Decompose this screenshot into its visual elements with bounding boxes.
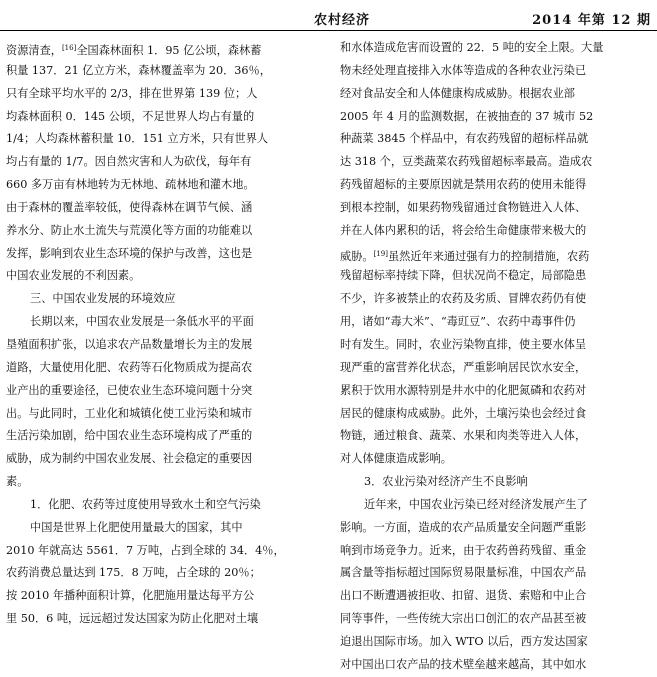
text-line [340, 608, 646, 631]
issue-number: 2014 年第 12 期 [532, 13, 651, 28]
line-text: 威胁，成为制约中国农业发展、社会稳定的重要因 [6, 452, 253, 466]
text-line [6, 448, 310, 471]
text-line [340, 197, 646, 220]
line-text: 残留超标率持续下降，但状况尚不稳定，局部隐患 [340, 269, 587, 283]
text-line [6, 517, 310, 540]
text-line [340, 265, 646, 288]
text-line [6, 60, 310, 83]
line-text: 里 50．6 吨，远远超过发达国家为防止化肥对土壤 [6, 612, 259, 626]
text-line [340, 425, 646, 448]
line-text: 积量 137．21 亿立方米，森林覆盖率为 20．36％， [6, 63, 271, 77]
line-text: 养水分、防止水土流失与荒漠化等方面的功能难以 [6, 223, 253, 237]
text-line [340, 311, 646, 334]
line-text: 物未经处理直接排入水体等造成的各种农业污染已 [340, 63, 587, 77]
line-text: 道路，大量使用化肥、农药等石化物质成为提高农 [6, 360, 253, 374]
line-text: 长期以来，中国农业发展是一条低水平的平面 [30, 315, 254, 329]
line-text: 农药消费总量达到 175．8 万吨，占全球的 20％； [6, 566, 261, 580]
line-text: 影响。一方面，造成的农产品质量安全问题严重影 [340, 520, 587, 534]
text-line [340, 334, 646, 357]
text-line [6, 83, 310, 106]
text-line [340, 540, 646, 563]
line-text: 同等事件，一些传统大宗出口创汇的农产品甚至被 [340, 612, 587, 626]
text-line [340, 380, 646, 403]
line-text-cont: 虽然近年来通过强有力的控制措施，农药 [387, 249, 590, 263]
text-line [340, 243, 646, 266]
line-text: 垦殖面积扩张，以追求农产品数量增长为主的发展 [6, 337, 253, 351]
text-line [6, 540, 310, 563]
line-text: 居民的健康构成威胁。此外，土壤污染也会经过食 [340, 406, 587, 420]
text-line [6, 265, 310, 288]
line-text: 对中国出口农产品的技术壁垒越来越高，其中如水 [340, 657, 587, 671]
text-line [6, 243, 310, 266]
line-text: 响到市场竞争力。近来，由于农药兽药残留、重金 [340, 543, 587, 557]
line-text: 近年来，中国农业污染已经对经济发展产生了 [364, 497, 588, 511]
text-line [6, 380, 310, 403]
line-text: 中国农业发展的不利因素。 [6, 269, 141, 283]
line-text: 出口不断遭遇被拒收、扣留、退货、索赔和中止合 [340, 589, 587, 603]
line-text: 累积于饮用水源特别是井水中的化肥氮磷和农药对 [340, 383, 587, 397]
text-line [6, 106, 310, 129]
text-line [340, 357, 646, 380]
text-line [6, 403, 310, 426]
text-line [340, 403, 646, 426]
page-header [0, 0, 657, 31]
line-text: 资源清查， [6, 44, 62, 57]
line-text: 业产出的重要途径，已使农业生态环境问题十分突 [6, 383, 253, 397]
text-line [6, 585, 310, 608]
line-text: 属含量等指标超过国际贸易限量标准，中国农产品 [340, 566, 587, 580]
line-text: 发挥，影响到农业生态环境的保护与改善，这也是 [6, 246, 253, 260]
line-text: 均占有量的 1/7。因自然灾害和人为砍伐，每年有 [6, 155, 252, 169]
line-text: 并在人体内累积的话，将会给生命健康带来极大的 [340, 223, 587, 237]
line-text: 对人体健康造成影响。 [340, 452, 452, 466]
text-line [340, 562, 646, 585]
line-text: 按 2010 年播种面积计算，化肥施用量达每平方公 [6, 589, 255, 603]
line-text: 经对食品安全和人体健康构成威胁。根据农业部 [340, 86, 575, 100]
line-text: 种蔬菜 3845 个样品中，有农药残留的超标样品就 [340, 132, 589, 146]
text-line [340, 517, 646, 540]
line-text: 生活污染加剧，给中国农业生态环境构成了严重的 [6, 429, 253, 443]
text-line [340, 585, 646, 608]
line-text: 和水体造成危害而设置的 22．5 吨的安全上限。大量 [340, 41, 604, 54]
right-column [340, 37, 646, 677]
text-line [6, 334, 310, 357]
citation-ref: [19] [373, 249, 388, 258]
line-text: 达 318 个，豆类蔬菜农药残留超标率最高。造成农 [340, 155, 593, 169]
subsection-heading [340, 471, 646, 494]
line-text: 1．化肥、农药等过度使用导致水土和空气污染 [30, 497, 261, 511]
line-text: 均森林面积 0．145 公顷，不足世界人均占有量的 [6, 109, 255, 123]
text-line [340, 654, 646, 677]
text-line [6, 311, 310, 334]
text-line [340, 220, 646, 243]
line-text: 药残留超标的主要原因就是禁用农药的使用未能得 [340, 178, 587, 192]
line-text: 中国是世界上化肥使用量最大的国家，其中 [30, 520, 243, 534]
line-text: 660 多万亩有林地转为无林地、疏林地和灌木地。 [6, 178, 255, 192]
text-line [6, 128, 310, 151]
citation-ref: [16] [61, 44, 77, 52]
line-text: 三、中国农业发展的环境效应 [30, 292, 176, 306]
line-text: 素。 [6, 475, 29, 489]
text-line [340, 448, 646, 471]
line-text: 迫退出国际市场。加入 WTO 以后，西方发达国家 [340, 634, 588, 648]
text-line [340, 83, 646, 106]
text-line [340, 631, 646, 654]
text-line [6, 608, 310, 631]
text-line [340, 494, 646, 517]
line-text: 威胁。 [340, 249, 374, 263]
text-line [340, 174, 646, 197]
text-line [6, 174, 310, 197]
text-line [340, 128, 646, 151]
text-line [6, 425, 310, 448]
line-text: 1/4；人均森林蓄积量 10．151 立方米，只有世界人 [6, 132, 269, 146]
text-line [340, 288, 646, 311]
subsection-heading [6, 494, 310, 517]
text-line [6, 562, 310, 585]
line-text: 不少，许多被禁止的农药及劣质、冒牌农药仍有使 [340, 292, 587, 306]
line-text: 只有全球平均水平的 2/3，排在世界第 139 位；人 [6, 86, 258, 100]
line-text: 物链，通过粮食、蔬菜、水果和肉类等进入人体， [340, 429, 587, 443]
text-line [6, 37, 310, 60]
text-line [6, 357, 310, 380]
line-text-cont: 全国森林面积 1．95 亿公顷，森林蓄 [76, 44, 262, 57]
line-text: 现严重的富营养化状态，严重影响居民饮水安全， [340, 360, 587, 374]
text-line [340, 37, 646, 60]
line-text: 用，诸如“毒大米”、“毒豇豆”、农药中毒事件仍 [340, 315, 576, 329]
line-text: 由于森林的覆盖率较低，使得森林在调节气候、涵 [6, 200, 253, 214]
line-text: 2005 年 4 月的监测数据，在被抽查的 37 城市 52 [340, 109, 594, 123]
line-text: 到根本控制，如果药物残留通过食物链进入人体、 [340, 200, 587, 214]
text-line [6, 471, 310, 494]
line-text: 3．农业污染对经济产生不良影响 [364, 475, 528, 489]
line-text: 2010 年就高达 5561．7 万吨，占到全球的 34．4％， [6, 543, 285, 557]
text-line [340, 60, 646, 83]
text-line [6, 151, 310, 174]
journal-title: 农村经济 [314, 13, 371, 28]
line-text: 出。与此同时，工业化和城镇化使工业污染和城市 [6, 406, 253, 420]
left-column [6, 37, 310, 631]
text-line [340, 106, 646, 129]
section-heading [6, 288, 310, 311]
text-line [6, 220, 310, 243]
line-text: 时有发生。同时，农业污染物直排，使主要水体呈 [340, 337, 587, 351]
text-line [6, 197, 310, 220]
text-line [340, 151, 646, 174]
